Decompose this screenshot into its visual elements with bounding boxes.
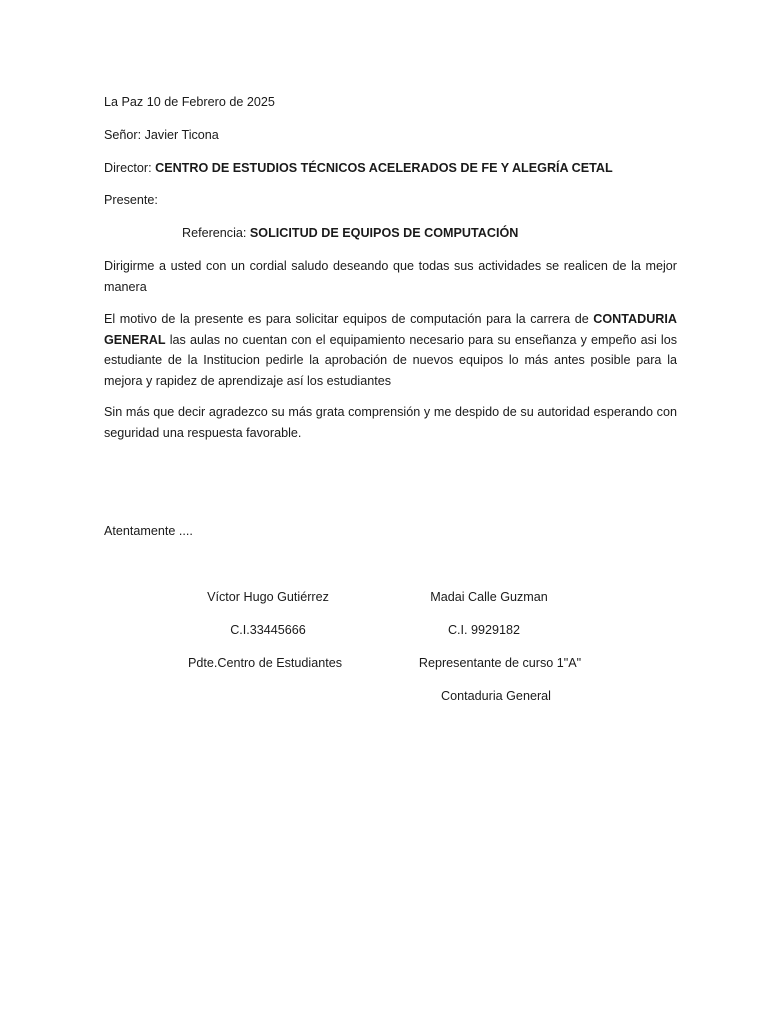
date-line: La Paz 10 de Febrero de 2025 — [104, 95, 275, 109]
left-signatory-ci: C.I.33445666 — [230, 623, 306, 637]
director-line — [104, 160, 613, 176]
career-name: CONTADURIA GENERAL — [104, 312, 677, 347]
motive-paragraph — [104, 309, 677, 391]
greeting-paragraph: Dirigirme a usted con un cordial saludo deseando que todas sus actividades se realicen de la mejor manera — [104, 259, 677, 294]
left-signatory-role: Pdte.Centro de Estudiantes — [187, 656, 343, 670]
reference-subject: SOLICITUD DE EQUIPOS DE COMPUTACIÓN — [249, 226, 519, 240]
farewell-line: Atentamente .... — [104, 524, 193, 538]
director-label: Director: — [104, 161, 152, 175]
recipient-line: Señor: Javier Ticona — [104, 128, 219, 142]
closing-paragraph: Sin más que decir agradezco su más grata comprensión y me despido de su autoridad esperando con seguridad una respuesta favorable. — [104, 405, 677, 440]
director-organization: CENTRO DE ESTUDIOS TÉCNICOS ACELERADOS DE FE Y ALEGRÍA CETAL — [155, 161, 613, 175]
motive-text-start: El motivo de la presente es para solicitar equipos de computación para la carrera de — [104, 312, 589, 326]
presente-line: Presente: — [104, 193, 158, 207]
motive-text-end: las aulas no cuentan con el equipamiento necesario para su enseñanza y empeño asi los estudiante de la Institucion pedirle la aprobación de nuevos equipos lo más antes posible para la mejora y rapidez de aprendizaje así los estudiantes — [104, 332, 678, 388]
right-signatory-ci: C.I. 9929182 — [447, 623, 521, 637]
right-signatory-name: Madai Calle Guzman — [430, 590, 548, 604]
reference-label: Referencia: — [182, 226, 247, 240]
reference-line — [182, 225, 518, 241]
right-signatory-career: Contaduria General — [441, 689, 551, 703]
left-signatory-name: Víctor Hugo Gutiérrez — [207, 590, 329, 604]
right-signatory-role: Representante de curso 1"A" — [418, 656, 582, 670]
